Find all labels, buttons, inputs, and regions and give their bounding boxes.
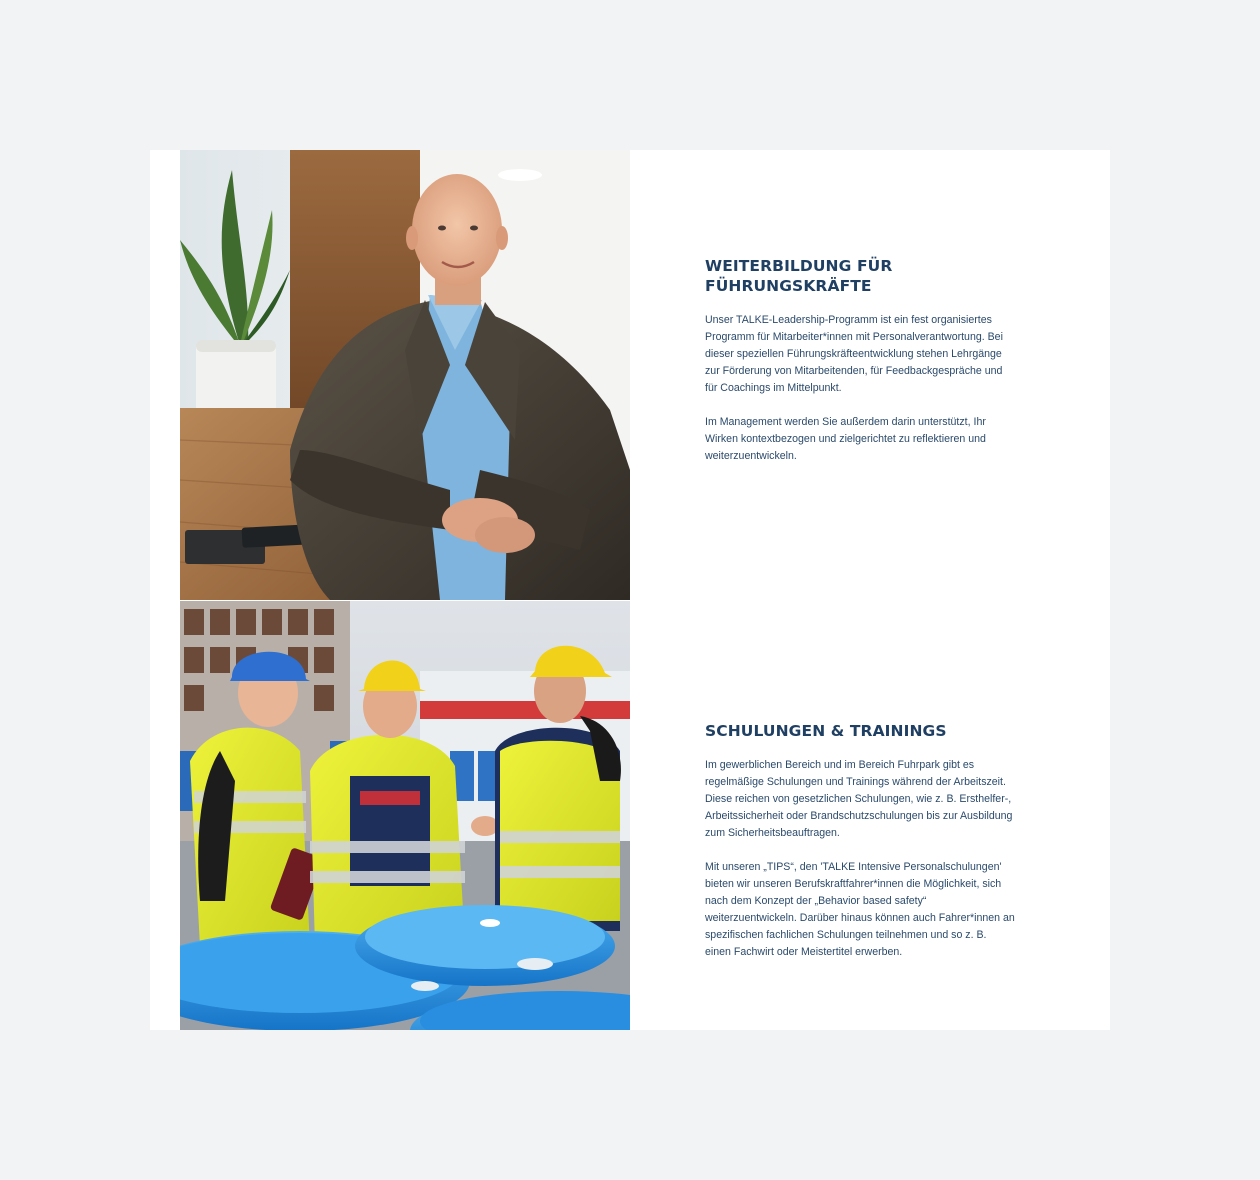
leadership-paragraph-1: Unser TALKE-Leadership-Programm ist ein fest organisiertes Programm für Mitarbeiter*innen mit Personalverantwortung. Bei dieser speziellen Führungskräfteentwicklung stehen Lehrgänge zur Förderung von Mitarbeitenden, für Feedbackgespräche und für Coachings im Mittelpunkt. xyxy=(705,314,1003,394)
section-leadership-training xyxy=(705,256,1015,482)
leadership-paragraph-2: Im Management werden Sie außerdem darin unterstützt, Ihr Wirken kontextbezogen und zielgerichtet zu reflektieren und weiterzuentwickeln. xyxy=(705,416,986,462)
heading-line-2: FÜHRUNGSKRÄFTE xyxy=(705,277,872,295)
manager-portrait-illustration xyxy=(180,150,630,600)
section-heading-leadership xyxy=(705,256,1015,296)
trainings-paragraph-2: Mit unseren „TIPS“, den 'TALKE Intensive Personalschulungen' bieten wir unseren Berufskraftfahrer*innen die Möglichkeit, sich nach dem Konzept der „Behavior based safety“ weiterzuentwickeln. Darüber hinaus können auch Fahrer*innen an spezifischen fachlichen Schulungen teilnehmen und so z. B. einen Fachwirt oder Meistertitel erwerben. xyxy=(705,861,1015,958)
content-card xyxy=(150,150,1110,1030)
section-heading-trainings: SCHULUNGEN & TRAININGS xyxy=(705,722,947,740)
trainings-paragraph-1: Im gewerblichen Bereich und im Bereich Fuhrpark gibt es regelmäßige Schulungen und Trainings während der Arbeitszeit. Diese reichen von gesetzlichen Schulungen, wie z. B. Ersthelfer-, Arbeitssicherheit oder Brandschutzschulungen bis zur Ausbildung zum Sicherheitsbeauftragen. xyxy=(705,759,1013,839)
section-trainings xyxy=(705,721,1015,978)
safety-training-illustration xyxy=(180,601,630,1030)
manager-portrait-photo xyxy=(180,150,630,600)
safety-training-photo xyxy=(180,601,630,1030)
heading-line-1: WEITERBILDUNG FÜR xyxy=(705,257,893,275)
